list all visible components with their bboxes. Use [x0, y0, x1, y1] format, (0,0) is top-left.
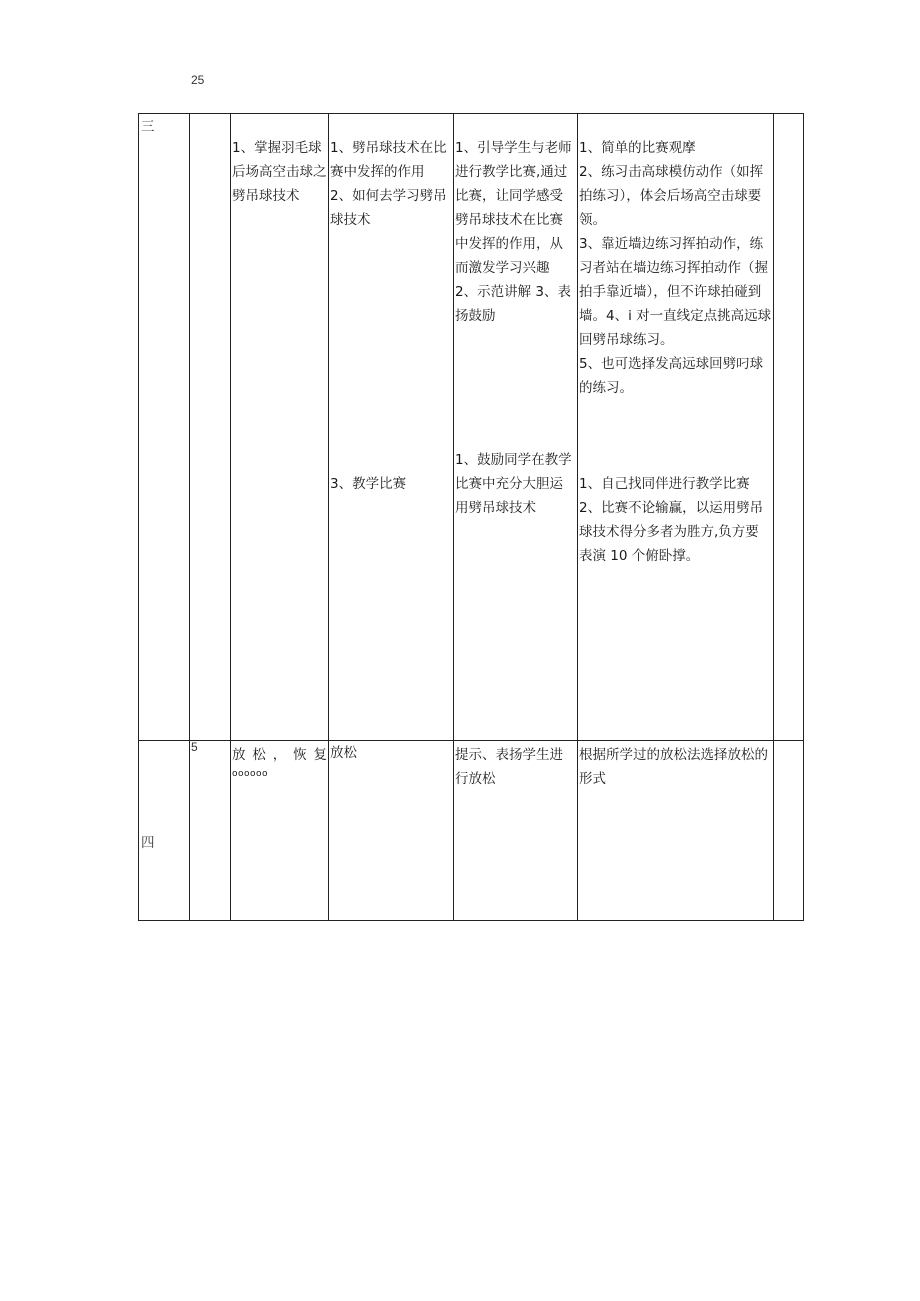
student-item: 3、靠近墙边练习挥拍动作，练习者站在墙边练习挥拍动作（握拍手靠近墙），但不许球拍碰到墙。4、i 对一直线定点挑高远球回劈吊球练习。 [579, 236, 772, 348]
minutes-value: 25 [191, 73, 205, 87]
stage-label: 四 [141, 835, 155, 851]
student-activity-cell [578, 114, 774, 741]
objective-text: 放松，恢复 [232, 747, 327, 763]
stage-cell [139, 114, 190, 741]
minutes-cell [190, 73, 231, 741]
teacher-activity-cell [454, 741, 578, 921]
minutes-cell [190, 741, 231, 921]
remarks-cell [774, 114, 804, 741]
student-item: 根据所学过的放松法选择放松的形式 [579, 747, 768, 787]
remarks-cell [774, 741, 804, 921]
table-row [139, 114, 804, 741]
content-item: 放松 [330, 745, 357, 761]
teacher-activity-cell [454, 114, 578, 741]
table-row [139, 741, 804, 921]
teacher-item: 1、鼓励同学在教学比赛中充分大胆运用劈吊球技术 [455, 452, 572, 516]
stage-label: 三 [141, 119, 155, 135]
student-item: 5、也可选择发高远球回劈叼球的练习。 [579, 356, 764, 396]
minutes-value: 5 [191, 740, 198, 754]
student-item: 2、比赛不论输赢，以运用劈吊球技术得分多者为胜方,负方要表演 10 个俯卧撑。 [579, 500, 764, 564]
objective-extra: oooooo [232, 769, 269, 779]
content-cell [329, 114, 454, 741]
teacher-item: 1、引导学生与老师进行教学比赛,通过比赛，让同学感受劈吊球技术在比赛中发挥的作用，从而激发学习兴趣 [455, 140, 572, 276]
teacher-item: 2、示范讲解 3、表扬鼓励 [455, 284, 571, 324]
content-item: 2、如何去学习劈吊球技术 [330, 188, 447, 228]
content-item: 3、教学比赛 [330, 476, 407, 492]
teacher-item: 提示、表扬学生进行放松 [455, 747, 563, 787]
student-activity-cell [578, 741, 774, 921]
student-item: 1、简单的比赛观摩 [579, 140, 696, 156]
lesson-plan-table [138, 73, 804, 921]
objective-cell [231, 741, 329, 921]
student-item: 1、自己找同伴进行教学比赛 [579, 476, 750, 492]
objective-cell [231, 114, 329, 741]
content-cell [329, 741, 454, 921]
objective-text: 1、掌握羽毛球后场高空击球之劈吊球技术 [232, 140, 327, 204]
stage-cell [139, 741, 190, 921]
student-item: 2、练习击高球模仿动作（如挥拍练习），体会后场高空击球要领。 [579, 164, 764, 228]
content-item: 1、劈吊球技术在比赛中发挥的作用 [330, 140, 447, 180]
